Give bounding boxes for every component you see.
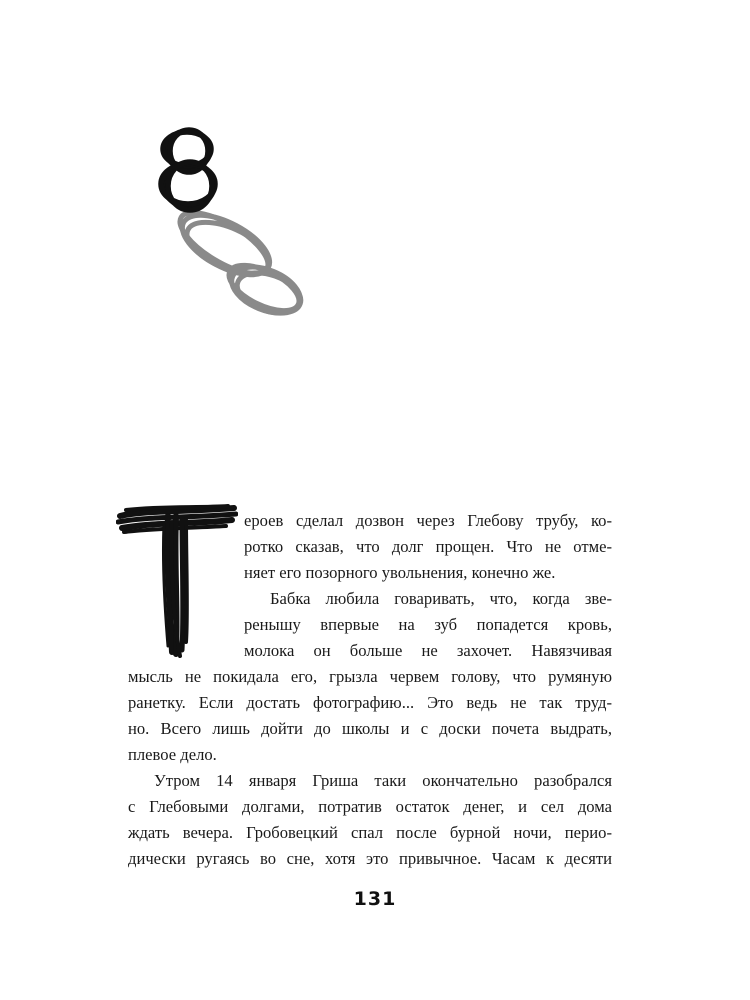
- text-line: Утром 14 января Гриша таки окончательно разобрался: [154, 771, 612, 790]
- text-line: мысль не покидала его, грызла червем голову, что румяную: [128, 667, 612, 686]
- page-number: 131: [353, 888, 397, 910]
- text-line: ренышу впервые на зуб попадется кровь,: [244, 615, 612, 634]
- text-line: ероев сделал дозвон через Глебову трубу, ко-: [244, 511, 612, 530]
- text-line: няет его позорного увольнения, конечно же.: [244, 563, 556, 582]
- text-line: плевое дело.: [128, 745, 217, 764]
- scribbled-numeral-eight-icon: [148, 118, 318, 338]
- chapter-number-ornament: [148, 118, 318, 338]
- text-line: но. Всего лишь дойти до школы и с доски почета выдрать,: [128, 719, 612, 738]
- text-line: ротко сказав, что долг прощен. Что не отме-: [244, 537, 612, 556]
- text-line: ранетку. Если достать фотографию... Это ведь не так труд-: [128, 693, 612, 712]
- body-text: [128, 508, 612, 872]
- text-line: молока он больше не захочет. Навязчивая: [244, 641, 612, 660]
- dropcap: [116, 502, 238, 662]
- text-line: с Глебовыми долгами, потратив остаток денег, и сел дома: [128, 797, 612, 816]
- text-line: дически ругаясь во сне, хотя это привычное. Часам к десяти: [128, 849, 612, 868]
- text-line: ждать вечера. Гробовецкий спал после бурной ночи, перио-: [128, 823, 612, 842]
- text-line: Бабка любила говаривать, что, когда зве-: [270, 589, 612, 608]
- scribbled-dropcap-t-icon: [116, 502, 238, 662]
